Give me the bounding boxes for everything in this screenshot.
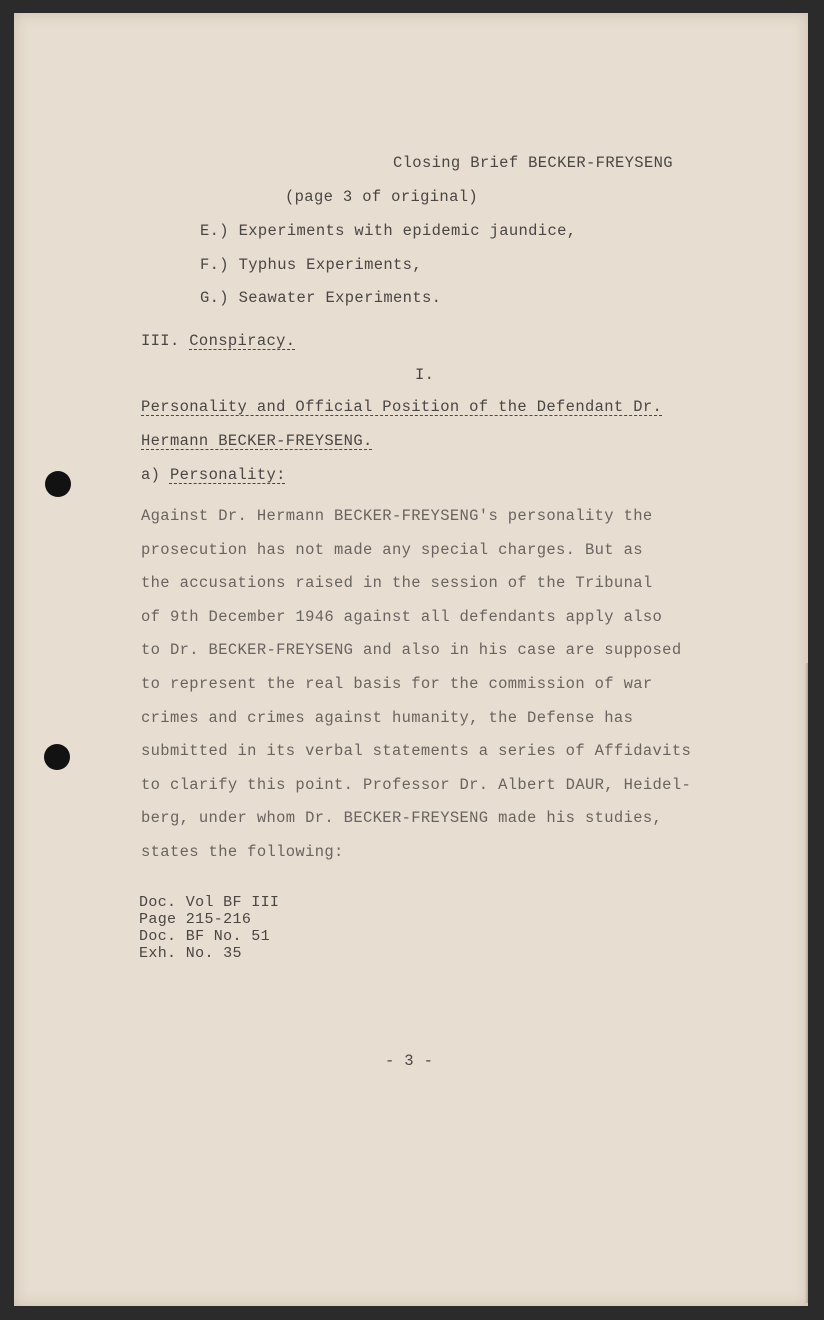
original-page-note: (page 3 of original) xyxy=(285,188,479,206)
subsection-a-label: a) xyxy=(141,466,161,484)
section-one-heading-line1: Personality and Official Position of the Defendant Dr. xyxy=(141,398,663,416)
reference-line: Doc. BF No. 51 xyxy=(139,928,270,945)
outline-item-e: E.) Experiments with epidemic jaundice, xyxy=(200,222,577,240)
subsection-a-heading xyxy=(141,465,286,485)
body-line: to clarify this point. Professor Dr. Albert DAUR, Heidel- xyxy=(141,776,692,794)
section-iii-numeral: III. xyxy=(141,332,180,350)
body-line: states the following: xyxy=(141,843,344,861)
page-edge-shadow xyxy=(805,663,808,1303)
body-line: Against Dr. Hermann BECKER-FREYSENG's personality the xyxy=(141,507,653,525)
page-number: - 3 - xyxy=(385,1052,434,1070)
body-line: the accusations raised in the session of the Tribunal xyxy=(141,574,653,592)
reference-line: Doc. Vol BF III xyxy=(139,894,280,911)
brief-title: Closing Brief BECKER-FREYSENG xyxy=(393,154,673,172)
punch-hole-bottom xyxy=(44,744,70,770)
body-line: to Dr. BECKER-FREYSENG and also in his case are supposed xyxy=(141,641,682,659)
punch-hole-top xyxy=(45,471,71,497)
body-line: submitted in its verbal statements a series of Affidavits xyxy=(141,742,692,760)
reference-line: Page 215-216 xyxy=(139,911,252,928)
body-line: of 9th December 1946 against all defendants apply also xyxy=(141,608,663,626)
body-line: berg, under whom Dr. BECKER-FREYSENG made his studies, xyxy=(141,809,663,827)
section-iii-heading xyxy=(141,331,295,351)
body-line: crimes and crimes against humanity, the Defense has xyxy=(141,709,634,727)
subsection-a-title: Personality: xyxy=(169,466,286,484)
reference-line: Exh. No. 35 xyxy=(139,945,242,962)
body-line: to represent the real basis for the commission of war xyxy=(141,675,653,693)
section-iii-title: Conspiracy. xyxy=(189,332,296,350)
body-line: prosecution has not made any special charges. But as xyxy=(141,541,643,559)
section-one-heading-line2: Hermann BECKER-FREYSENG. xyxy=(141,432,373,450)
section-one-numeral: I. xyxy=(415,366,435,384)
outline-item-g: G.) Seawater Experiments. xyxy=(200,289,442,307)
outline-item-f: F.) Typhus Experiments, xyxy=(200,256,422,274)
